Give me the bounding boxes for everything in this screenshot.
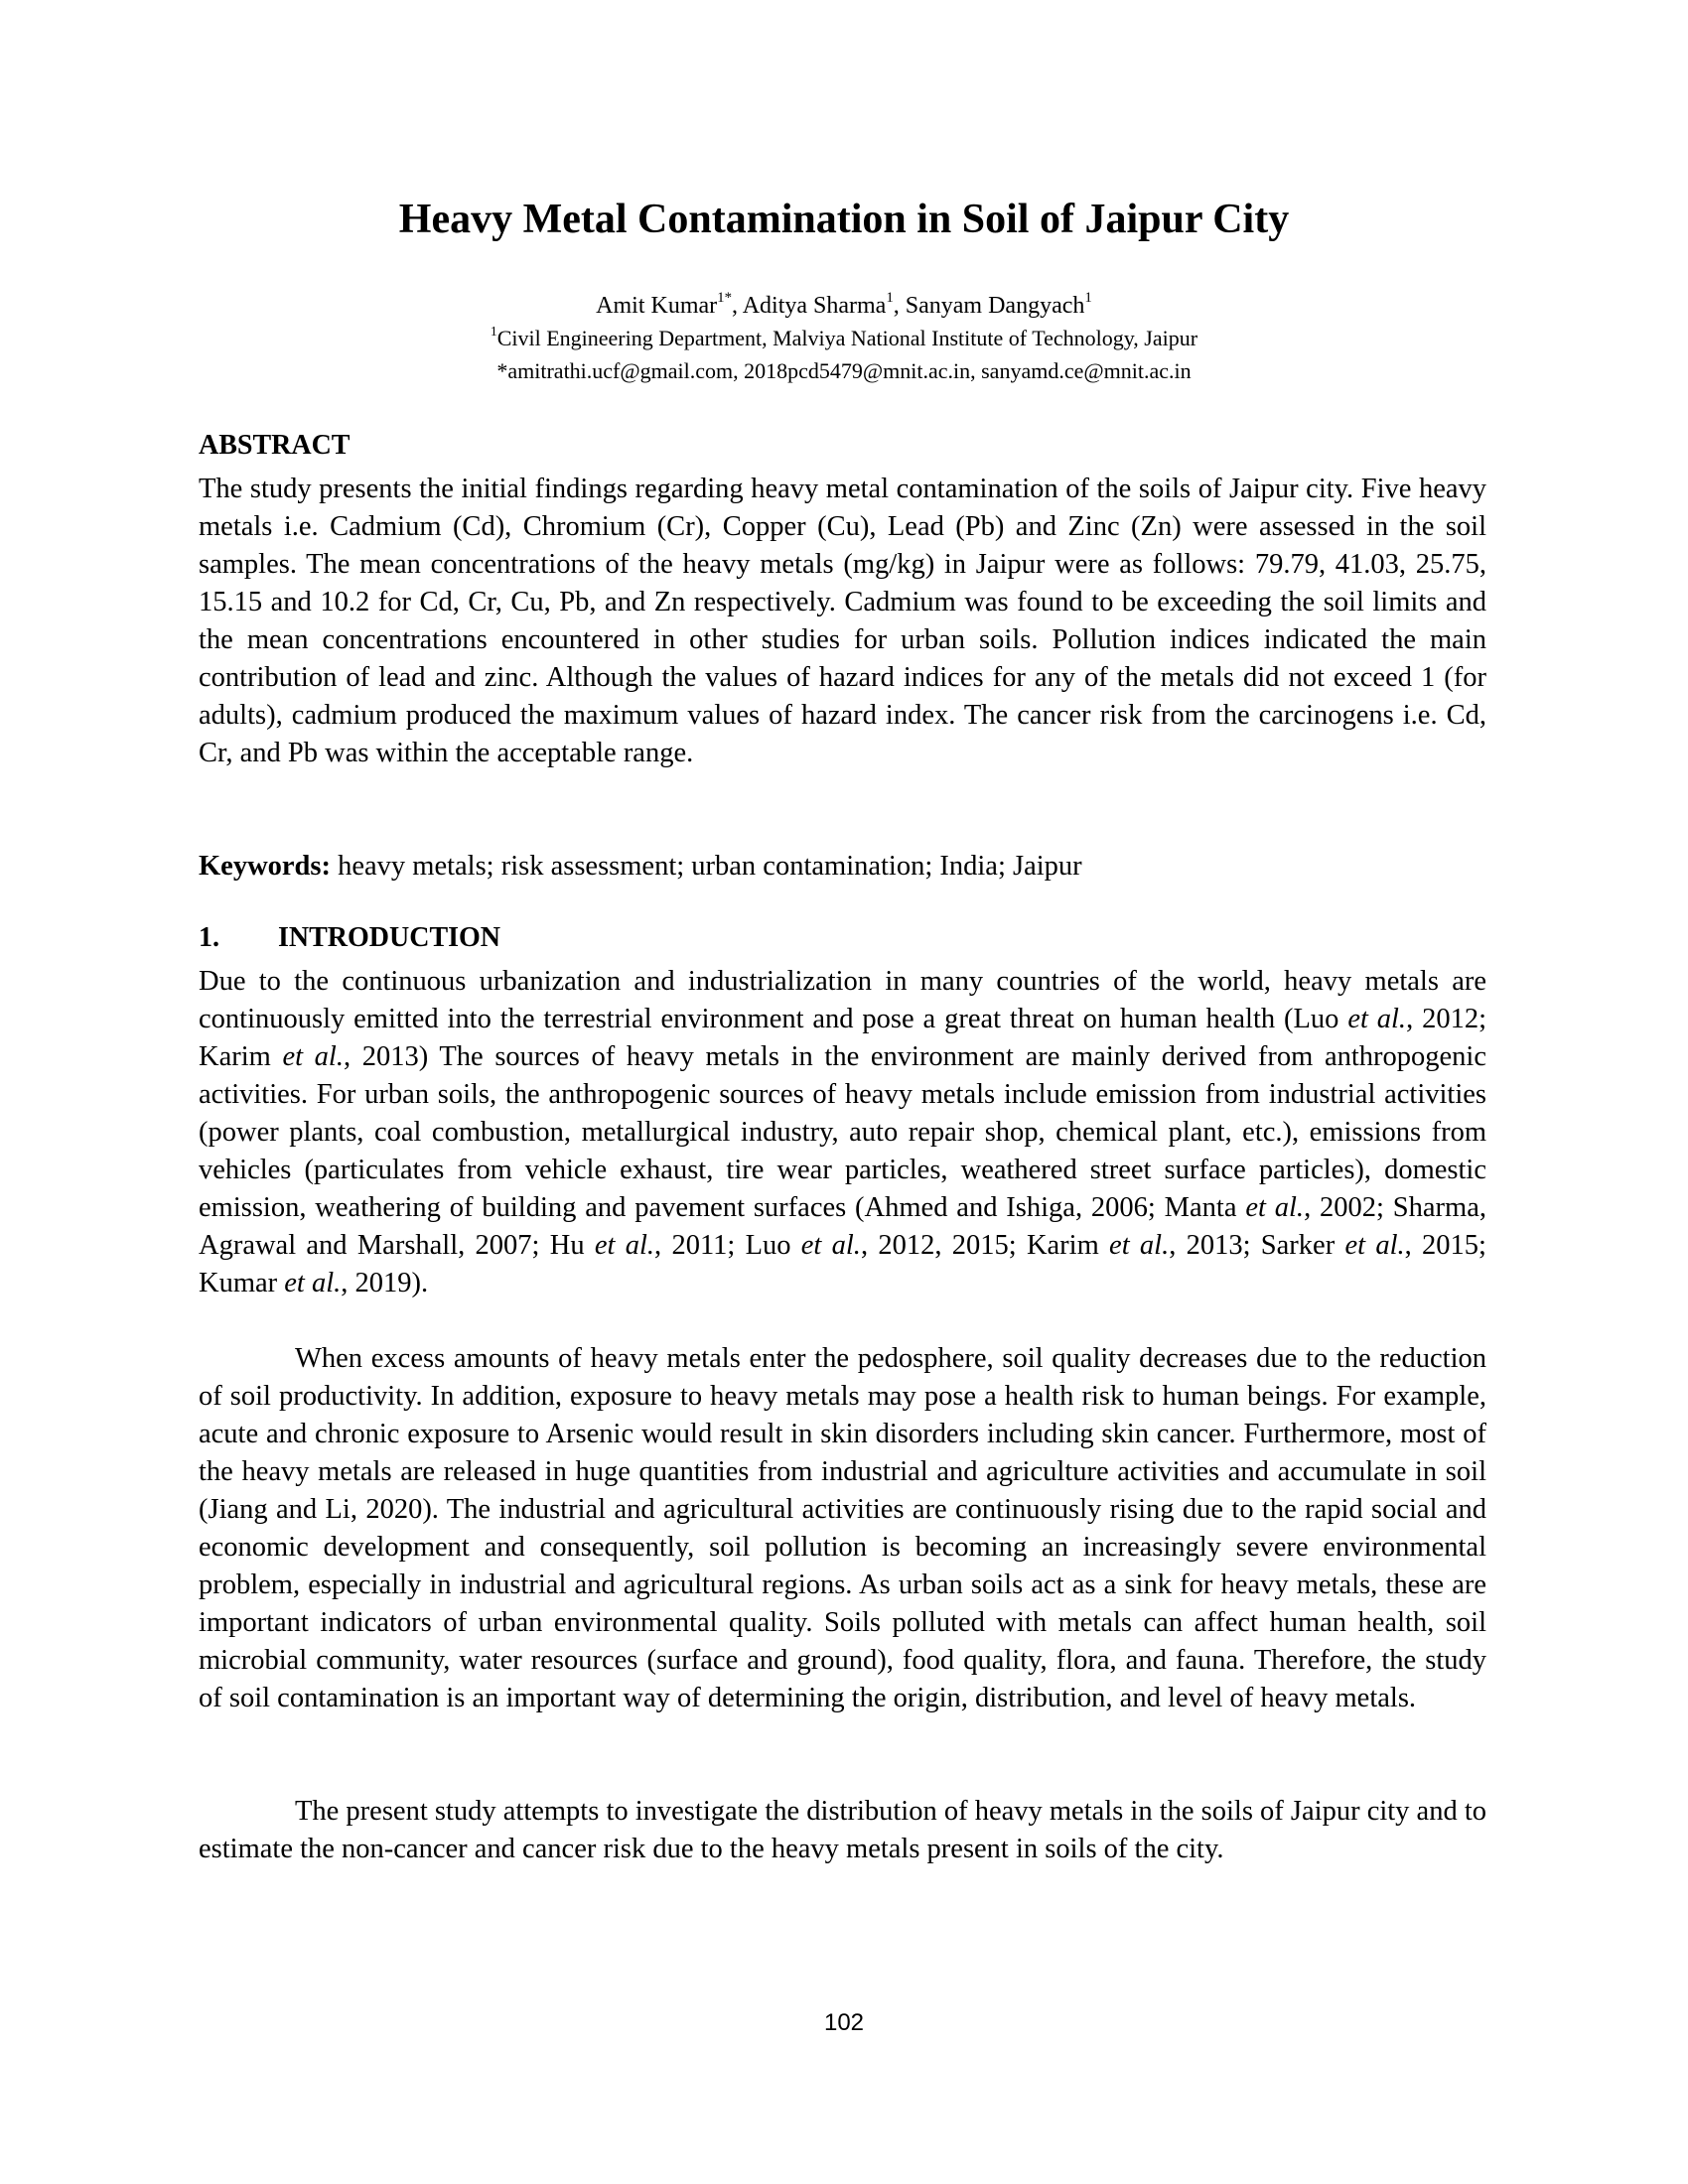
intro-paragraph-3: The present study attempts to investigate the distribution of heavy metals in the soils of Jaipur city and to estimate the non-cancer and cancer risk due to the heavy metals present in soils of the city. <box>199 1796 1486 1864</box>
italic-text-run: et al. <box>1344 1230 1405 1261</box>
text-run: , 2002; Sharma, Agrawal and Marshall, 2007; Hu <box>199 1192 1486 1261</box>
author-name: Amit Kumar <box>596 293 718 319</box>
abstract-text: The study presents the initial findings regarding heavy metal contamination of the soils of Jaipur city. Five heavy metals i.e. Cadmium (Cd), Chromium (Cr), Copper (Cu), Lead (Pb) and Zinc (Zn) were assessed in the soil samples. The mean concentrations of the heavy metals (mg/kg) in Jaipur were as follows: 79.79, 41.03, 25.75, 15.15 and 10.2 for Cd, Cr, Cu, Pb, and Zn respectively. Cadmium was found to be exceeding the soil limits and the mean concentrations encountered in other studies for urban soils. Pollution indices indicated the main contribution of lead and zinc. Although the values of hazard indices for any of the metals did not exceed 1 (for adults), cadmium produced the maximum values of hazard index. The cancer risk from the carcinogens i.e. Cd, Cr, and Pb was within the acceptable range. <box>199 474 1486 768</box>
italic-text-run: et al. <box>800 1230 861 1261</box>
keywords <box>199 848 1486 886</box>
paper-title: Heavy Metal Contamination in Soil of Jaipur City <box>398 197 1290 242</box>
text-run: , 2011; Luo <box>654 1230 801 1261</box>
author-superscript: 1 <box>1084 289 1092 306</box>
author-list: Amit Kumar$^{1*}$, Aditya Sharma$^1$, Sanyam Dangyach$^1$ <box>596 289 1092 319</box>
author-emails: *amitrathi.ucf@gmail.com, 2018pcd5479@mnit.ac.in, sanyamd.ce@mnit.ac.in <box>496 358 1192 383</box>
author-superscript: 1 <box>886 289 894 306</box>
italic-text-run: et al. <box>1347 1004 1407 1034</box>
text-run: , 2012, 2015; Karim <box>860 1230 1110 1261</box>
page-number: 102 <box>823 2009 865 2036</box>
section-number: 1. <box>199 922 219 953</box>
keywords-label: Keywords: <box>199 851 331 882</box>
text-run: , 2015; Kumar <box>199 1230 1486 1298</box>
italic-text-run: et al. <box>282 1041 344 1072</box>
author-superscript: 1* <box>717 289 733 306</box>
italic-text-run: et al. <box>594 1230 655 1261</box>
section-title: INTRODUCTION <box>278 922 501 953</box>
italic-text-run: et al. <box>284 1268 342 1298</box>
text-run: , 2019). <box>341 1268 429 1298</box>
author-name: Aditya Sharma <box>742 293 887 319</box>
keywords-text: heavy metals; risk assessment; urban contamination; India; Jaipur <box>330 851 1082 882</box>
section-heading-introduction <box>199 921 500 955</box>
text-run: , 2012; Karim <box>199 1004 1486 1072</box>
text-run: , 2013; Sarker <box>1169 1230 1345 1261</box>
affiliation-superscript: 1 <box>490 323 497 339</box>
intro-paragraph-2: When excess amounts of heavy metals enter the pedosphere, soil quality decreases due to the reduction of soil productivity. In addition, exposure to heavy metals may pose a health risk to human beings. For example, acute and chronic exposure to Arsenic would result in skin disorders including skin cancer. Furthermore, most of the heavy metals are released in huge quantities from industrial and agriculture activities and accumulate in soil (Jiang and Li, 2020). The industrial and agricultural activities are continuously rising due to the rapid social and economic development and consequently, soil pollution is becoming an increasingly severe environmental problem, especially in industrial and agricultural regions. As urban soils act as a sink for heavy metals, these are important indicators of urban environmental quality. Soils polluted with metals can affect human health, soil microbial community, water resources (surface and ground), food quality, flora, and fauna. Therefore, the study of soil contamination is an important way of determining the origin, distribution, and level of heavy metals. <box>199 1343 1486 1713</box>
text-run: Due to the continuous urbanization and industrialization in many countries of the world, heavy metals are continuously emitted into the terrestrial environment and pose a great threat on human health (Luo <box>199 966 1486 1034</box>
affiliation <box>0 324 1688 353</box>
italic-text-run: et al. <box>1245 1192 1305 1223</box>
affiliation-text: Civil Engineering Department, Malviya National Institute of Technology, Jaipur <box>496 326 1198 350</box>
text-run: , 2013) The sources of heavy metals in the environment are mainly derived from anthropogenic activities. For urban soils, the anthropogenic sources of heavy metals include emission from industrial activities (power plants, coal combustion, metallurgical industry, auto repair shop, chemical plant, etc.), emissions from vehicles (particulates from vehicle exhaust, tire wear particles, weathered street surface particles), domestic emission, weathering of building and pavement surfaces (Ahmed and Ishiga, 2006; Manta <box>199 1041 1486 1223</box>
intro-paragraph-1 <box>199 963 1486 1302</box>
italic-text-run: et al. <box>1109 1230 1170 1261</box>
abstract-heading: ABSTRACT <box>199 430 351 461</box>
author-name: Sanyam Dangyach <box>905 293 1085 319</box>
